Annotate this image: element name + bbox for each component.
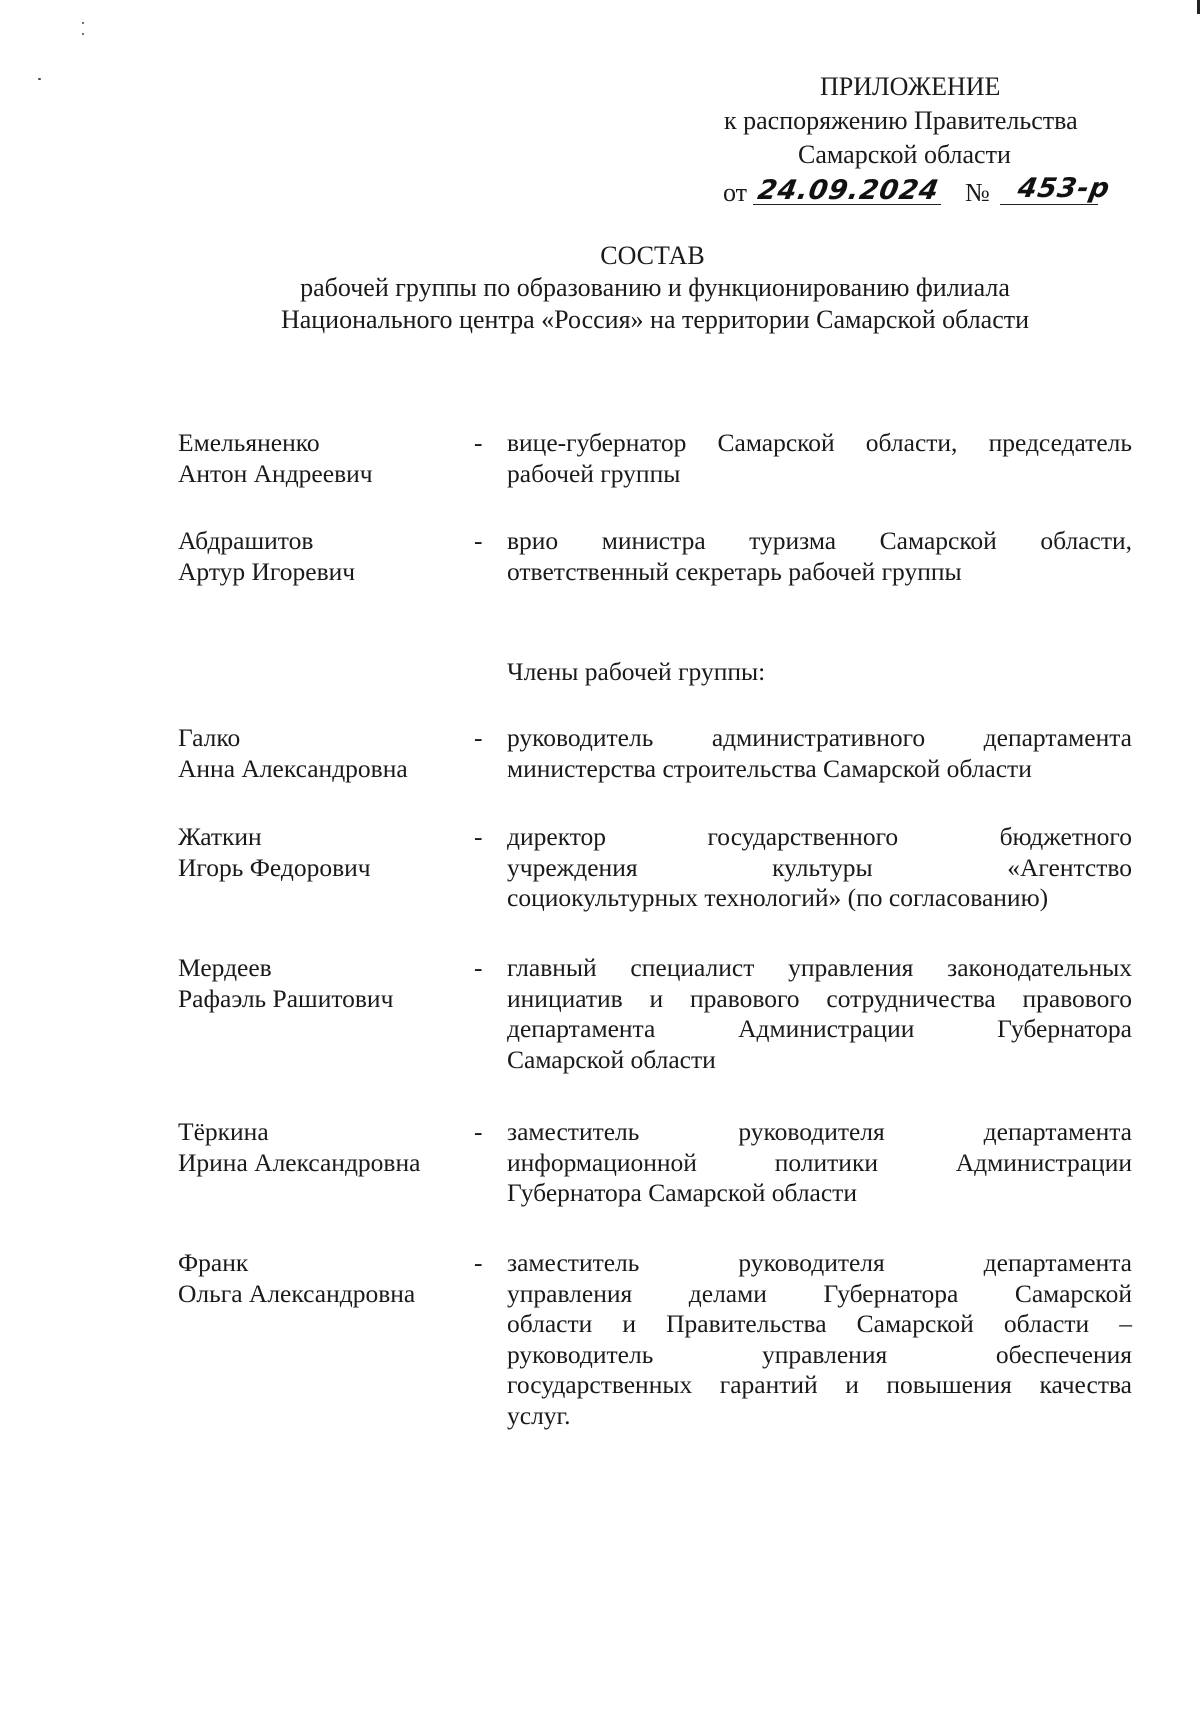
appendix-title: ПРИЛОЖЕНИЕ <box>820 72 1001 101</box>
member-surname: Франк <box>178 1248 249 1277</box>
member-given-names: Ольга Александровна <box>178 1278 416 1308</box>
handwritten-date: 24.09.2024 <box>755 175 942 206</box>
member-name <box>178 723 458 784</box>
member-name <box>178 822 458 883</box>
role-line: директор государственного бюджетного <box>507 822 1132 851</box>
member-given-names: Антон Андреевич <box>178 458 373 488</box>
appendix-reference: к распоряжению Правительства <box>724 106 1078 135</box>
composition-subtitle-line1: рабочей группы по образованию и функционированию филиала <box>300 273 1010 302</box>
members-heading: Члены рабочей группы: <box>507 657 766 686</box>
member-given-names: Ирина Александровна <box>178 1147 421 1177</box>
separator-dash: - <box>474 526 483 555</box>
role-line: области и Правительства Самарской области – <box>507 1309 1132 1338</box>
scan-speck <box>38 78 41 80</box>
role-line: Самарской области <box>507 1044 716 1074</box>
separator-dash: - <box>474 428 483 457</box>
role-line: заместитель руководителя департамента <box>507 1117 1132 1146</box>
role-line: социокультурных технологий» (по согласованию) <box>507 883 1049 912</box>
role-line: услуг. <box>507 1400 571 1430</box>
member-surname: Тёркина <box>178 1117 269 1146</box>
composition-title: СОСТАВ <box>600 241 705 270</box>
member-given-names: Артур Игоревич <box>178 556 356 586</box>
role-line: вице-губернатор Самарской области, председатель <box>507 428 1132 457</box>
member-surname: Абдрашитов <box>178 526 314 555</box>
role-line: департамента Администрации Губернатора <box>507 1014 1132 1043</box>
role-line: Губернатора Самарской области <box>507 1178 857 1207</box>
member-role <box>507 822 1132 914</box>
role-line: ответственный секретарь рабочей группы <box>507 556 962 586</box>
role-line: рабочей группы <box>507 458 681 488</box>
member-name <box>178 1248 458 1309</box>
member-given-names: Анна Александровна <box>178 753 408 783</box>
separator-dash: - <box>474 953 483 982</box>
number-label: № <box>965 178 990 207</box>
member-role <box>507 428 1132 489</box>
appendix-date-line <box>660 172 1120 212</box>
member-role <box>507 723 1132 784</box>
separator-dash: - <box>474 822 483 851</box>
member-surname: Емельяненко <box>178 428 320 457</box>
member-role <box>507 526 1132 587</box>
role-line: министерства строительства Самарской области <box>507 753 1032 783</box>
role-line: государственных гарантий и повышения качества <box>507 1370 1132 1399</box>
member-name <box>178 526 458 587</box>
member-given-names: Рафаэль Рашитович <box>178 983 394 1013</box>
member-name <box>178 1117 458 1178</box>
appendix-region: Самарской области <box>798 140 1011 169</box>
member-given-names: Игорь Федорович <box>178 852 371 882</box>
member-surname: Галко <box>178 723 241 752</box>
member-surname: Мердеев <box>178 953 272 982</box>
member-role <box>507 953 1132 1075</box>
role-line: инициатив и правового сотрудничества правового <box>507 983 1132 1013</box>
role-line: учреждения культуры «Агентство <box>507 852 1132 882</box>
role-line: руководитель управления обеспечения <box>507 1339 1132 1369</box>
role-line: заместитель руководителя департамента <box>507 1248 1132 1277</box>
member-name <box>178 428 458 489</box>
composition-subtitle-line2: Национального центра «Россия» на территории Самарской области <box>280 305 1030 334</box>
member-role <box>507 1248 1132 1431</box>
role-line: главный специалист управления законодательных <box>507 953 1132 982</box>
handwritten-number: 453-р <box>1015 173 1113 204</box>
date-from-label: от <box>723 178 748 207</box>
member-role <box>507 1117 1132 1209</box>
separator-dash: - <box>474 723 483 752</box>
composition-heading <box>0 240 1200 336</box>
member-name <box>178 953 458 1014</box>
scan-speck <box>82 33 84 35</box>
separator-dash: - <box>474 1117 483 1146</box>
member-surname: Жаткин <box>178 822 262 851</box>
separator-dash: - <box>474 1248 483 1277</box>
role-line: управления делами Губернатора Самарской <box>507 1278 1132 1308</box>
scan-speck <box>82 22 84 24</box>
appendix-header <box>660 70 1120 212</box>
role-line: руководитель административного департамента <box>507 723 1132 752</box>
role-line: врио министра туризма Самарской области, <box>507 526 1132 555</box>
role-line: информационной политики Администрации <box>507 1147 1132 1177</box>
